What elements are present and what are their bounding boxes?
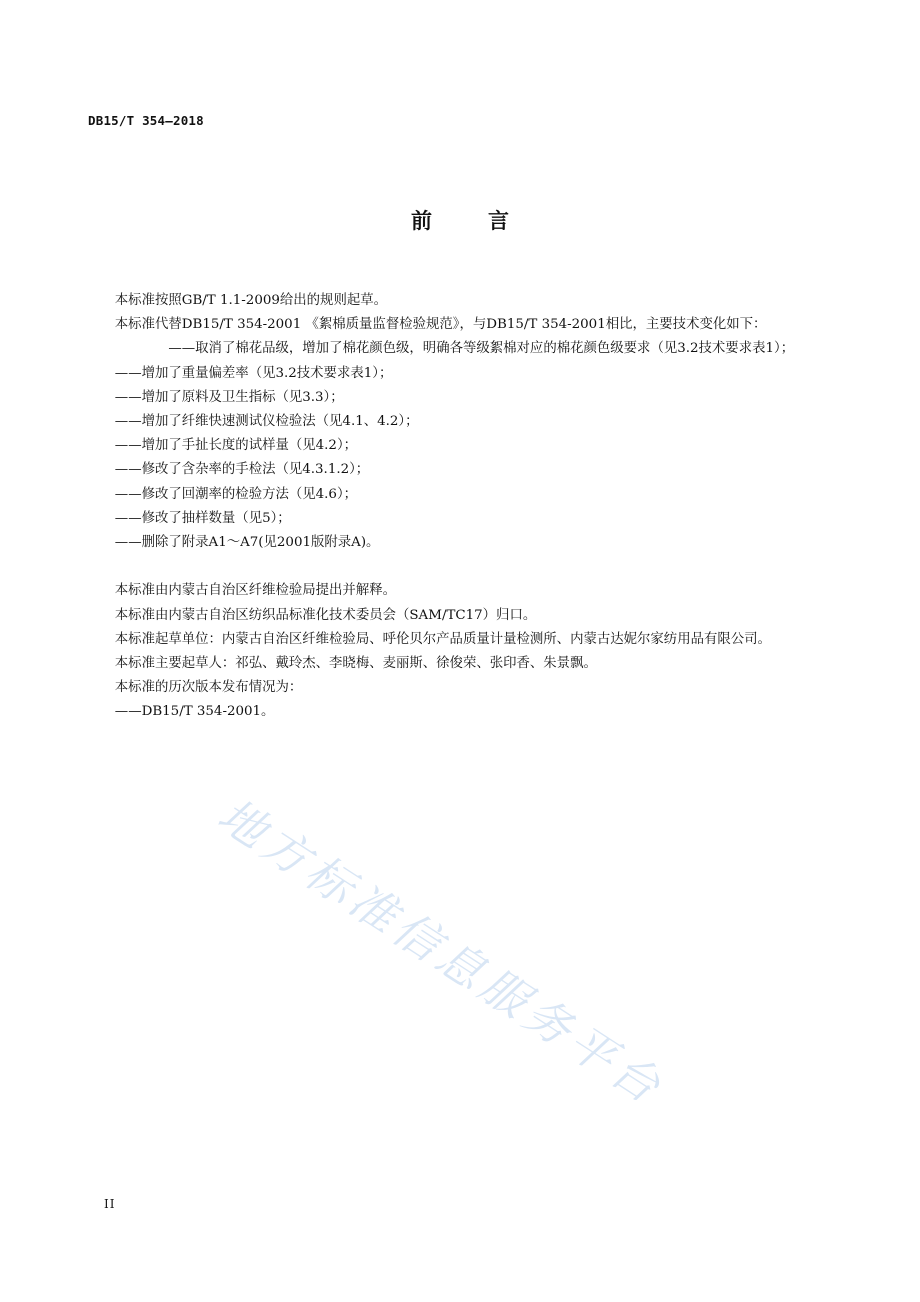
paragraph-drafters: 本标准主要起草人：祁弘、戴玲杰、李晓梅、麦丽斯、徐俊荣、张印香、朱景飘。 [114,656,597,672]
list-item: ——修改了含杂率的手检法（见4.3.1.2）； [114,462,370,478]
list-item: ——增加了原料及卫生指标（见3.3）； [114,389,344,405]
paragraph-drafting-rule: 本标准按照GB/T 1.1-2009给出的规则起草。 [114,293,388,308]
list-item: ——增加了纤维快速测试仪检验法（见4.1、4.2）； [114,414,419,430]
list-item: ——增加了重量偏差率（见3.2技术要求表1）； [114,365,393,381]
foreword-body [88,289,832,725]
list-item: ——修改了回潮率的检验方法（见4.6）； [114,486,358,502]
watermark-text: 地方标准信息服务平台 [208,787,675,1117]
list-item: ——增加了手扯长度的试样量（见4.2）； [114,438,358,454]
document-number: DB15/T 354—2018 [88,113,204,128]
title-part-1: 前 [411,208,432,233]
paragraph-drafting-units: 本标准起草单位：内蒙古自治区纤维检验局、呼伦贝尔产品质量计量检测所、内蒙古达妮尔家纺用品有限公司。 [114,631,771,647]
page-title [0,205,920,235]
list-item: ——修改了抽样数量（见5）； [114,510,291,526]
list-item: ——删除了附录A1～A7(见2001版附录A)。 [114,535,380,551]
title-part-2: 言 [488,208,509,233]
page-number: II [104,1197,116,1211]
paragraph-replacement: 本标准代替DB15/T 354-2001 《絮棉质量监督检验规范》，与DB15/T 354-2001相比，主要技术变化如下： [114,317,767,333]
paragraph-committee: 本标准由内蒙古自治区纺织品标准化技术委员会（SAM/TC17）归口。 [114,607,537,623]
paragraph-history-item: ——DB15/T 354-2001。 [114,704,275,720]
paragraph-history: 本标准的历次版本发布情况为： [114,680,303,696]
paragraph-proposer: 本标准由内蒙古自治区纤维检验局提出并解释。 [114,583,396,599]
list-item: ——取消了棉花品级，增加了棉花颜色级，明确各等级絮棉对应的棉花颜色级要求（见3.2技术要求表1）； [168,341,795,357]
